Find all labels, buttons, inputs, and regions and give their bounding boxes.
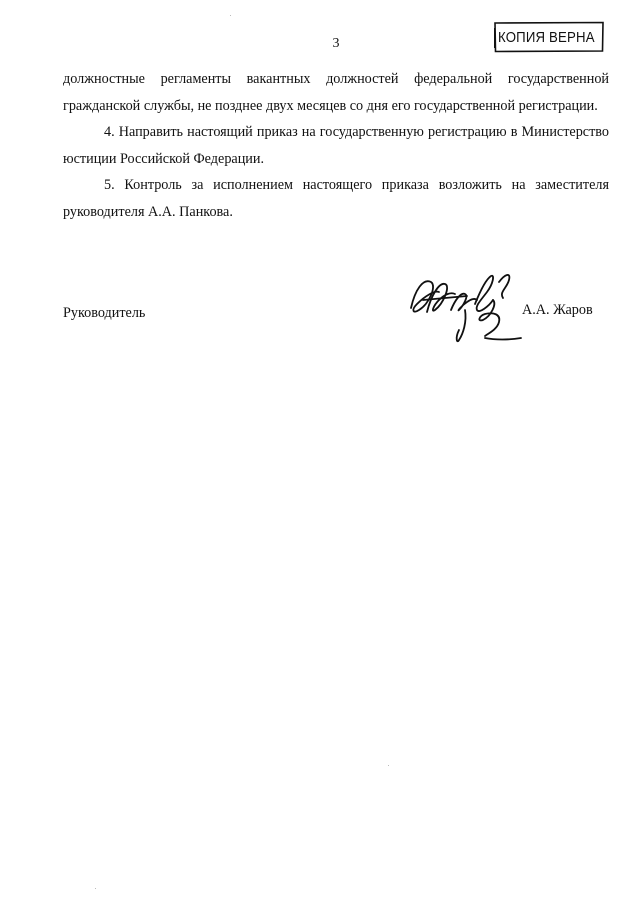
scan-speck	[388, 765, 389, 766]
signature-block	[63, 300, 609, 360]
handwritten-signature	[405, 260, 525, 350]
page-number: 3	[332, 36, 340, 51]
scan-speck	[230, 15, 231, 16]
copy-certified-stamp	[492, 20, 606, 54]
stamp-text: КОПИЯ ВЕРНА	[498, 29, 595, 46]
paragraph-continuation: должностные регламенты вакантных должностей федеральной государственной гражданской службы, не позднее двух месяцев со дня его государственной регистрации.	[63, 71, 609, 114]
signatory-title: Руководитель	[63, 305, 146, 321]
document-body	[63, 66, 609, 225]
paragraph-item-4: 4. Направить настоящий приказ на государственную регистрацию в Министерство юстиции Российской Федерации.	[63, 124, 609, 167]
paragraph-item-5: 5. Контроль за исполнением настоящего приказа возложить на заместителя руководителя А.А. Панкова.	[63, 177, 609, 220]
scan-speck	[95, 888, 96, 889]
signatory-name: А.А. Жаров	[522, 302, 593, 318]
